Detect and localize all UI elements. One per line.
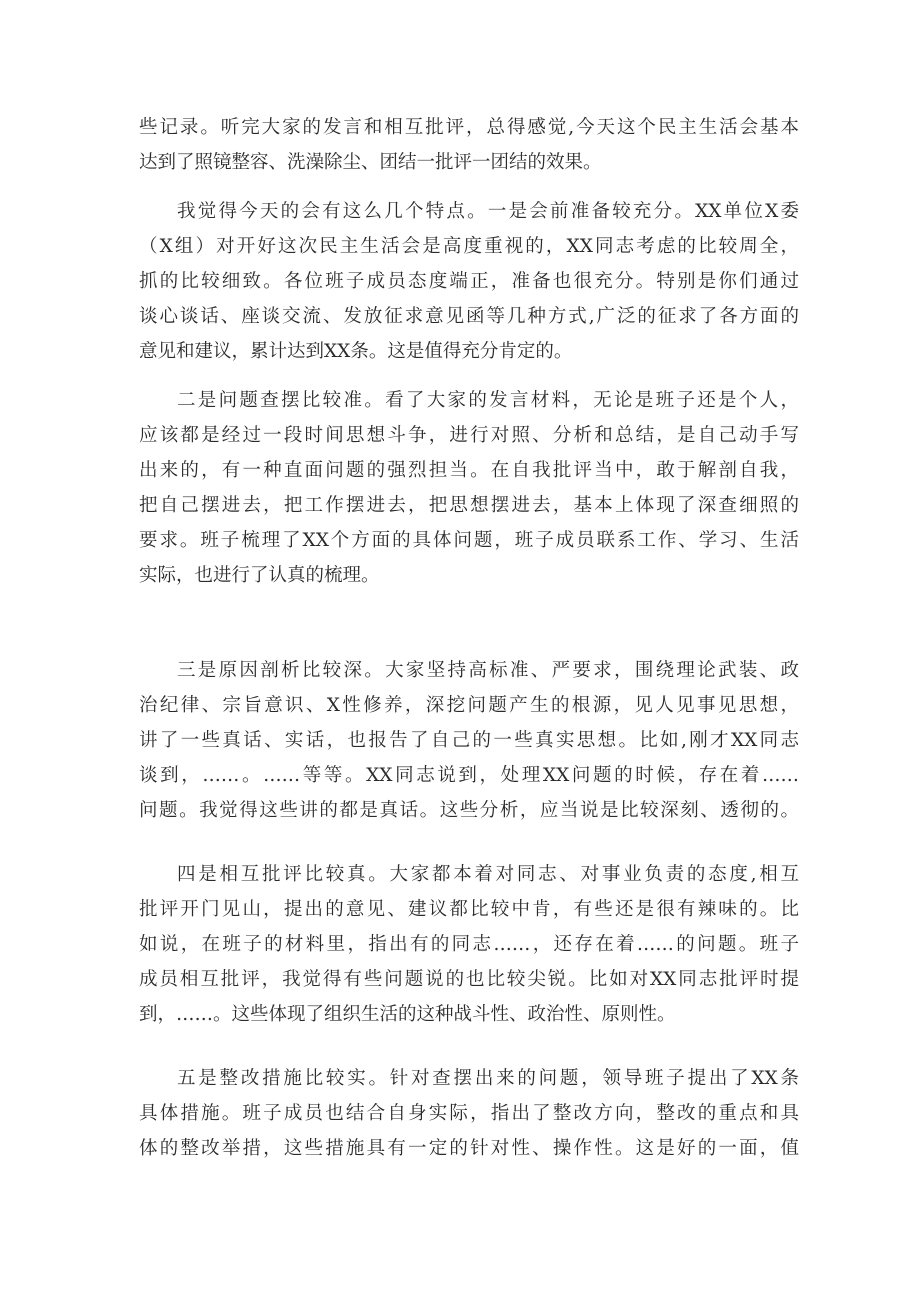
text-line: 讲了一些真话、实话，也报告了自己的一些真实思想。比如,刚才XX同志: [139, 730, 799, 751]
text-line: 三是原因剖析比较深。大家坚持高标准、严要求，围绕理论武装、政: [177, 660, 799, 681]
paragraph-6: [139, 1061, 799, 1166]
text-line: 把自己摆进去，把工作摆进去，把思想摆进去，基本上体现了深查细照的: [139, 495, 799, 516]
paragraph-4: [139, 653, 799, 828]
paragraph-2: [139, 194, 799, 369]
text-line: 到，……。这些体现了组织生活的这种战斗性、政治性、原则性。: [139, 1004, 676, 1025]
text-line: 些记录。听完大家的发言和相互批评，总得感觉,今天这个民主生活会基本: [139, 117, 799, 138]
text-line: 如说，在班子的材料里，指出有的同志……，还存在着……的问题。班子: [139, 934, 799, 955]
text-line: （X组）对开好这次民主生活会是高度重视的，XX同志考虑的比较周全，: [139, 236, 799, 257]
text-line: 抓的比较细致。各位班子成员态度端正，准备也很充分。特别是你们通过: [139, 271, 799, 292]
text-line: 要求。班子梳理了XX个方面的具体问题，班子成员联系工作、学习、生活: [139, 530, 799, 551]
text-line: 达到了照镜整容、洗澡除尘、团结一批评一团结的效果。: [139, 152, 602, 173]
text-line: 意见和建议，累计达到XX条。这是值得充分肯定的。: [139, 341, 573, 362]
paragraph-3: [139, 383, 799, 593]
text-line: 出来的，有一种直面问题的强烈担当。在自我批评当中，敢于解剖自我，: [139, 460, 799, 481]
text-line: 应该都是经过一段时间思想斗争，进行对照、分析和总结，是自己动手写: [139, 425, 799, 446]
text-line: 谈到，……。……等等。XX同志说到，处理XX问题的时候，存在着……: [139, 765, 799, 786]
paragraph-5: [139, 857, 799, 1032]
text-line: 我觉得今天的会有这么几个特点。一是会前准备较充分。XX单位X委: [177, 201, 799, 222]
text-line: 二是问题查摆比较准。看了大家的发言材料，无论是班子还是个人，: [177, 390, 799, 411]
text-line: 谈心谈话、座谈交流、发放征求意见函等几种方式,广泛的征求了各方面的: [139, 306, 799, 327]
text-line: 体的整改举措，这些措施具有一定的针对性、操作性。这是好的一面，值: [139, 1138, 799, 1159]
text-line: 治纪律、宗旨意识、X性修养，深挖问题产生的根源，见人见事见思想，: [139, 695, 799, 716]
text-line: 五是整改措施比较实。针对查摆出来的问题，领导班子提出了XX条: [177, 1068, 799, 1089]
text-line: 四是相互批评比较真。大家都本着对同志、对事业负责的态度,相互: [177, 864, 799, 885]
text-line: 成员相互批评，我觉得有些问题说的也比较尖锐。比如对XX同志批评时提: [139, 969, 799, 990]
text-line: 批评开门见山，提出的意见、建议都比较中肯，有些还是很有辣味的。比: [139, 899, 799, 920]
paragraph-1: [139, 110, 799, 180]
text-line: 具体措施。班子成员也结合自身实际，指出了整改方向，整改的重点和具: [139, 1103, 799, 1124]
text-line: 实际，也进行了认真的梳理。: [139, 565, 380, 586]
text-line: 问题。我觉得这些讲的都是真话。这些分析，应当说是比较深刻、透彻的。: [139, 800, 799, 821]
